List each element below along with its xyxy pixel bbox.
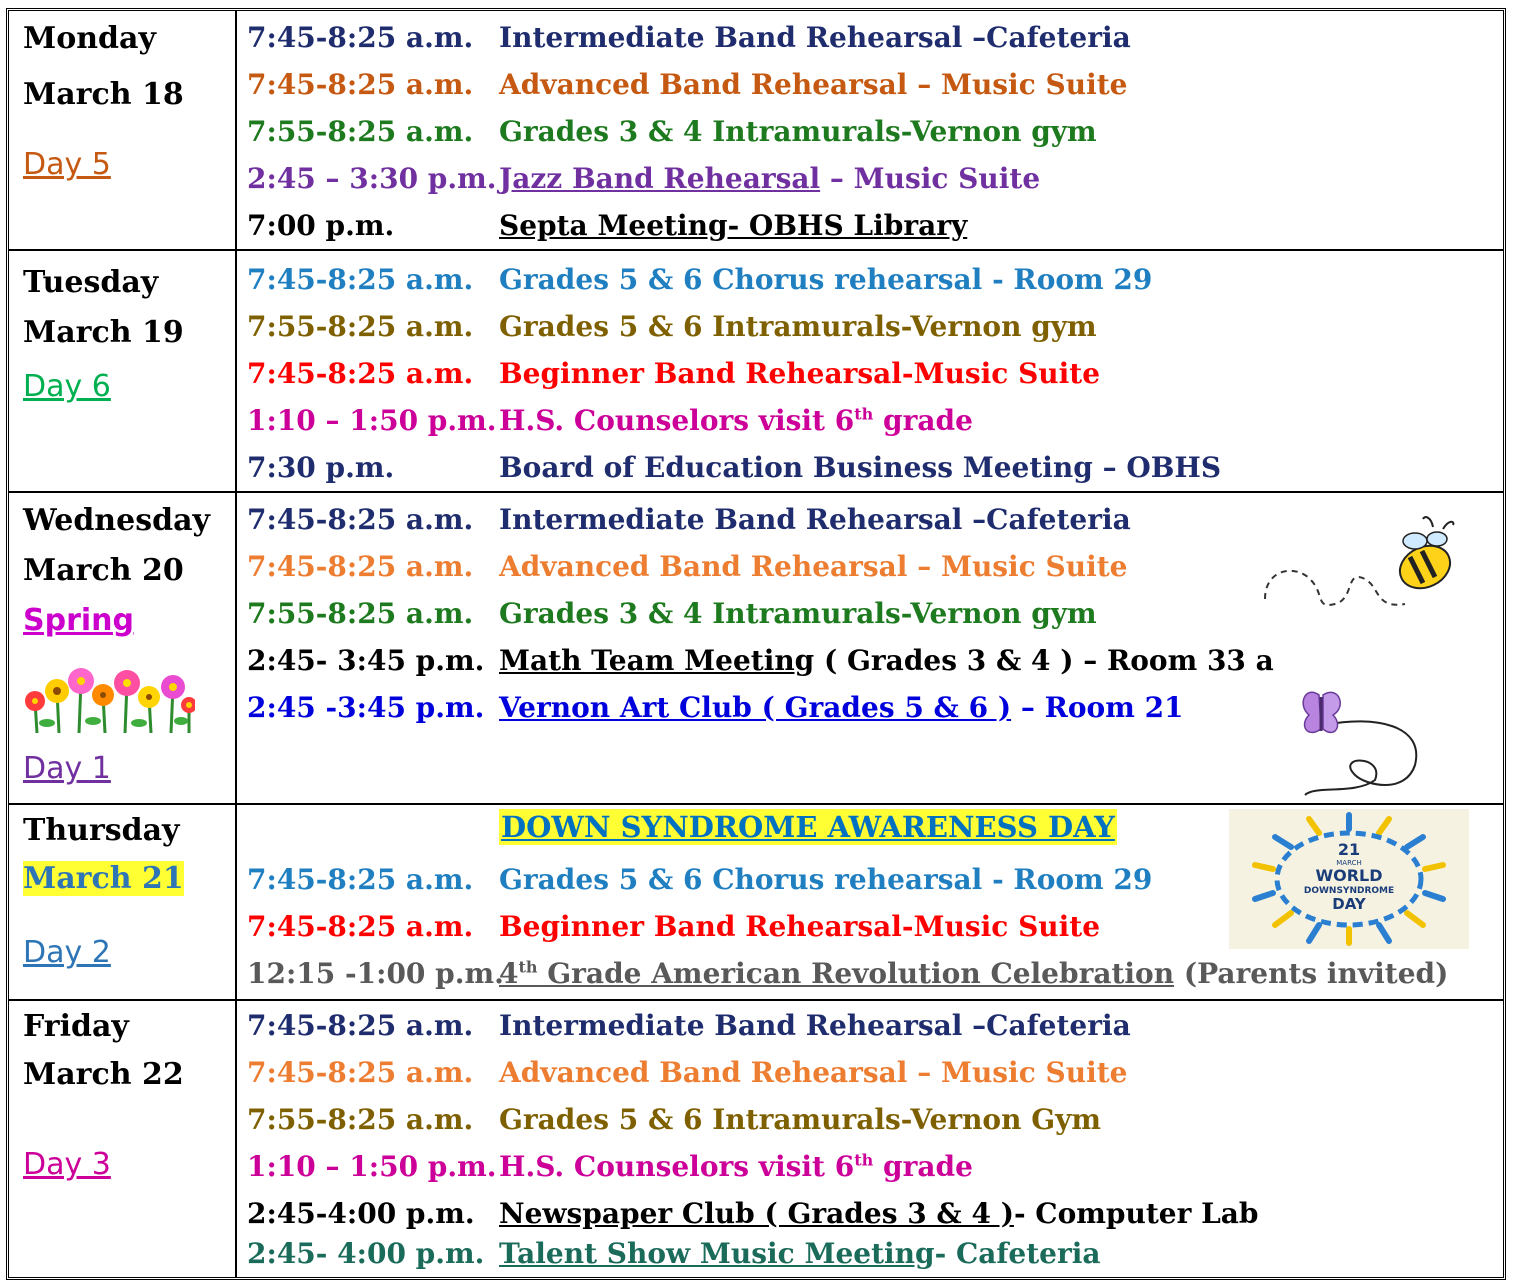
event-line: [247, 162, 1040, 196]
event-line: [247, 263, 1152, 297]
event-time: 7:45-8:25 a.m.: [247, 503, 474, 536]
event-time: 7:45-8:25 a.m.: [247, 68, 474, 101]
event-line: [247, 209, 967, 243]
event-text: grade: [873, 404, 973, 437]
event-line: [247, 503, 1131, 537]
event-text: Beginner Band Rehearsal-Music Suite: [499, 910, 1101, 943]
event-text: Intermediate Band Rehearsal –Cafeteria: [499, 1009, 1131, 1042]
event-time: 2:45- 3:45 p.m.: [247, 644, 485, 677]
event-text: - Cafeteria: [934, 1237, 1101, 1270]
day-date: March 22: [23, 1057, 184, 1092]
event-link[interactable]: Talent Show Music Meeting: [499, 1237, 935, 1270]
event-time: 1:10 – 1:50 p.m.: [247, 404, 497, 437]
event-text: – Room 21: [1011, 691, 1184, 724]
event-link-text: Grade American Revolution Celebration: [537, 957, 1175, 990]
day-row-wednesday: [9, 493, 1503, 805]
event-time: 7:45-8:25 a.m.: [247, 357, 474, 390]
event-time: 7:55-8:25 a.m.: [247, 310, 474, 343]
event-line: [247, 1237, 1101, 1271]
event-time: 7:45-8:25 a.m.: [247, 21, 474, 54]
event-text: Board of Education Business Meeting – OBHS: [499, 451, 1222, 484]
logo-day: DAY: [1332, 895, 1366, 913]
event-time: 7:55-8:25 a.m.: [247, 115, 474, 148]
event-text: Advanced Band Rehearsal – Music Suite: [499, 1056, 1128, 1089]
event-time: 7:45-8:25 a.m.: [247, 910, 474, 943]
event-time: 7:30 p.m.: [247, 451, 395, 484]
event-text: grade: [873, 1150, 973, 1183]
event-time: 7:45-8:25 a.m.: [247, 1009, 474, 1042]
day-number-link[interactable]: Day 3: [23, 1147, 111, 1182]
event-time: 12:15 -1:00 p.m.: [247, 957, 504, 990]
event-time: 2:45- 4:00 p.m.: [247, 1237, 485, 1270]
event-text: Grades 5 & 6 Intramurals-Vernon gym: [499, 310, 1097, 343]
day-name: Monday: [23, 21, 156, 56]
event-time: 7:45-8:25 a.m.: [247, 1056, 474, 1089]
ordinal-number: 4: [499, 957, 519, 990]
event-text: Grades 3 & 4 Intramurals-Vernon gym: [499, 115, 1097, 148]
event-text: – Music Suite: [820, 162, 1041, 195]
event-time: 2:45 – 3:30 p.m.: [247, 162, 497, 195]
day-number-link[interactable]: Day 6: [23, 369, 111, 404]
day-number-link[interactable]: Day 1: [23, 751, 111, 786]
event-text: Advanced Band Rehearsal – Music Suite: [499, 550, 1128, 583]
event-link[interactable]: Math Team Meeting: [499, 644, 815, 677]
event-line: [247, 550, 1127, 584]
logo-number: 21: [1337, 840, 1361, 859]
event-text: (Parents invited): [1174, 957, 1449, 990]
event-text: Grades 5 & 6 Chorus rehearsal - Room 29: [499, 863, 1153, 896]
day-name: Friday: [23, 1009, 129, 1044]
butterfly-illustration: [1295, 685, 1445, 797]
event-line: [247, 1009, 1131, 1043]
bee-illustration: [1255, 509, 1465, 619]
day-number-link[interactable]: Day 2: [23, 935, 111, 970]
day-row-tuesday: [9, 251, 1503, 493]
day-date: March 18: [23, 77, 184, 112]
event-line: [247, 1056, 1127, 1090]
event-line: [247, 1197, 1259, 1231]
day-name: Tuesday: [23, 265, 159, 300]
event-link[interactable]: Jazz Band Rehearsal: [499, 162, 821, 195]
event-text: Grades 5 & 6 Intramurals-Vernon Gym: [499, 1103, 1102, 1136]
superscript: th: [854, 404, 874, 424]
event-link[interactable]: Vernon Art Club ( Grades 5 & 6 ): [499, 691, 1012, 724]
event-time: 7:45-8:25 a.m.: [247, 863, 474, 896]
event-link[interactable]: [499, 957, 1174, 990]
weekly-schedule-table: [6, 8, 1506, 1280]
day-date: March 20: [23, 553, 184, 588]
season-label: Spring: [23, 603, 134, 638]
event-line: [247, 597, 1097, 631]
event-link[interactable]: Septa Meeting- OBHS Library: [499, 209, 968, 242]
logo-downsyndrome: DOWNSYNDROME: [1303, 886, 1395, 896]
event-time: 7:45-8:25 a.m.: [247, 550, 474, 583]
event-line: [247, 910, 1100, 944]
event-link[interactable]: Newspaper Club ( Grades 3 & 4 ): [499, 1197, 1014, 1230]
superscript: th: [518, 957, 538, 977]
event-line: [247, 310, 1097, 344]
event-time: 1:10 – 1:50 p.m.: [247, 1150, 497, 1183]
event-time: 7:55-8:25 a.m.: [247, 597, 474, 630]
event-time: 7:45-8:25 a.m.: [247, 263, 474, 296]
flowers-illustration: [23, 661, 195, 733]
event-line: [247, 1103, 1101, 1137]
event-text: Beginner Band Rehearsal-Music Suite: [499, 357, 1101, 390]
event-line: [247, 1150, 973, 1184]
event-line: [247, 644, 1274, 678]
day-number-link[interactable]: Day 5: [23, 147, 111, 182]
event-line: [247, 957, 1448, 991]
event-line: [247, 451, 1221, 485]
logo-world: WORLD: [1315, 866, 1383, 885]
event-text: Grades 3 & 4 Intramurals-Vernon gym: [499, 597, 1097, 630]
event-line: [247, 115, 1097, 149]
event-line: [247, 863, 1152, 897]
event-text: H.S. Counselors visit 6: [499, 1150, 855, 1183]
event-text: H.S. Counselors visit 6: [499, 404, 855, 437]
event-line: [247, 68, 1127, 102]
superscript: th: [854, 1150, 874, 1170]
day-name: Thursday: [23, 813, 180, 848]
event-line: [247, 404, 973, 438]
logo-month: MARCH: [1336, 859, 1362, 867]
day-row-monday: [9, 11, 1503, 251]
day-date: March 19: [23, 315, 184, 350]
world-down-syndrome-day-logo: [1229, 809, 1469, 949]
event-time: 7:55-8:25 a.m.: [247, 1103, 474, 1136]
event-text: Intermediate Band Rehearsal –Cafeteria: [499, 503, 1131, 536]
event-time: 2:45-4:00 p.m.: [247, 1197, 475, 1230]
event-text: ( Grades 3 & 4 ) – Room 33 a: [814, 644, 1274, 677]
event-time: 2:45 -3:45 p.m.: [247, 691, 485, 724]
day-row-friday: [9, 1001, 1503, 1277]
day-date: March 21: [23, 861, 184, 896]
event-time: 7:00 p.m.: [247, 209, 395, 242]
event-text: Intermediate Band Rehearsal –Cafeteria: [499, 21, 1131, 54]
event-text: Advanced Band Rehearsal – Music Suite: [499, 68, 1128, 101]
event-line: [247, 357, 1100, 391]
awareness-day-banner: DOWN SYNDROME AWARENESS DAY: [501, 810, 1115, 844]
event-text: Grades 5 & 6 Chorus rehearsal - Room 29: [499, 263, 1153, 296]
day-row-thursday: [9, 805, 1503, 1001]
day-name: Wednesday: [23, 503, 210, 538]
event-text: - Computer Lab: [1013, 1197, 1259, 1230]
event-line: [247, 21, 1131, 55]
event-line: [247, 691, 1184, 725]
